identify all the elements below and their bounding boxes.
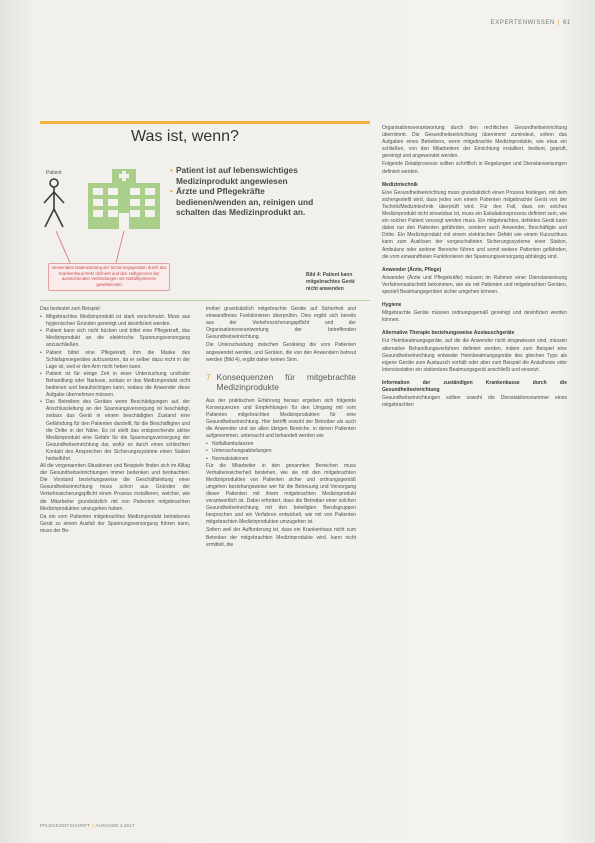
list-item	[206, 441, 356, 448]
paragraph: Gesundheitseinrichtungen sollten sowohl die Dienstaktionsnummer eines mitgebrachten	[382, 395, 567, 409]
header-page-number: 61	[563, 20, 571, 26]
paragraph: Organisationsverantwortung durch den rechtlichen Gesundheitseinrichtung übernimmt. Die Gesundheitseinrichtung übernimmt zumindest, sofern das Aufgaben eines Betreibers, wenn mitgebrachte Medizinprodukte, wie etwa ein schließen, von den Mitarbeitern der Einrichtung installiert, bedient, geprüft, gereinigt und angewendet werden.	[382, 125, 567, 160]
list-item	[40, 350, 190, 371]
bullet-dot-icon: •	[40, 399, 42, 406]
list-item	[40, 328, 190, 349]
subheading: Alternative Therapie beziehungsweise Austauschgeräte	[382, 330, 515, 337]
list-item-text: Mitgebrachtes Medizinprodukt ist stark verschmutzt. Muss aus hygienischen Gründen gereinigt und desinfiziert werden.	[46, 314, 190, 328]
bullet-dot-icon: •	[40, 349, 42, 356]
paragraph: Für die Mitarbeiter in den genannten Bereichen muss Verhaltenssicherheit bestehen, wie sie mit den mitgebrachten Medizinprodukten von Patienten sicher und ordnungsgemäß umgehen beziehungsweise wer für die Betreuung und Versorgung dieser Patienten mit ihrem mitgebrachten Medizinprodukt verantwortlich ist. Dabei erfordert, dass die Betreiber einer solchen Gesundheitseinrichtung mit den beteiligten Berufsgruppen besprochen und ein Verfahren entwickelt, wie mit von Patienten mitgebrachten Medizinprodukten umzugehen ist.	[206, 462, 356, 526]
section-heading	[206, 372, 356, 392]
box-bullet: • Ärzte und Pflegekräfte bedienen/wenden an, reinigen und schalten das Medizinprodukt an.	[170, 186, 314, 218]
subheading: Hygiene	[382, 302, 402, 309]
list-item-text: Notfallambulanzen	[212, 441, 254, 448]
figure-caption: Bild 4: Patient kann mitgebrachtes Gerät nicht anwenden	[306, 272, 355, 292]
list-item	[40, 314, 190, 328]
bullet-dot-icon: •	[206, 441, 208, 448]
list-item-text: Patient bittet eine Pflegekraft, ihm die Maske des Schlafapnoegerätes aufzusetzen, da er selber dazu nicht in der Lage ist, weil er den Arm nicht heben kann.	[46, 349, 190, 370]
list-item-text: Normalstationen	[212, 455, 249, 462]
warning-note: Verwendete Datenwartung der Sicherungsgeräten durch das Krankenhaus-Netz definiert und den Haftgrenzen der ausreichenden Verbindungen mit Notfallsystemen gewährleistet	[48, 263, 170, 291]
list-item	[206, 456, 356, 463]
list-item-text: Patient ist für einige Zeit in einer Untersuchung und/oder Behandlung oder Narkose, sodass er das Medizinprodukt nicht bedienen und beaufsichtigen kann, sodass die Anwender diese Aufgabe übernehmen müssen.	[46, 370, 190, 399]
paragraph: Mitgebrachte Geräte müssen ordnungsgemäß gereinigt und desinfiziert werden können.	[382, 310, 567, 324]
bullet-dot-icon: •	[40, 328, 42, 335]
column-middle	[206, 306, 356, 550]
box-bottom-rule	[40, 300, 370, 301]
list-item-text: Das Betreiben des Gerätes wenn Beschädigungen auf, der Anschlussleitung an der Spannungsversorgung ist beschädigt, sodass das Gerät in einem beschädigten Zustand eine Gefährdung für den Patienten darstellt, für die Beschäftigten und die Dritte in der Nähe. Es ist stellt das entsprechende aktive Medizinprodukt eine Gefahr für die Spannungsversorgung der Gesundheitseinrichtung dar, wofür es durch einen schlechten Kontakt des Ansprechen der Sicherungssysteme einen Station herbeiführt.	[46, 399, 190, 462]
paragraph: Eine Gesundheitseinrichtung muss grundsätzlich einen Prozess festlegen, mit dem sichergestellt wird, dass jedes von einem Patienten mitgebrachte Gerät von der Technik/Medizintechnik überprüft wird. Für den Fall, dass ein solches Medizinprodukt nicht einsetzbar ist, muss ein Eskalationsprozess definiert sein, wie ein solcher Patient versorgt werden muss. Ein mitgebrachtes, defektes Gerät kann dabei nur den Patienten gefährden, sondern auch Anwender, Beschäftigte und Dritte. Ein Medizinprodukt mit einem elektrischen Defekt wie einem Kurzschluss kann zum Auslösen der vorgeschalteten Sicherungssysteme einer Station, Ambulanz oder anderer Bereiche führen und somit weitere Patienten gefährden, die vom einwandfreien Funktionieren der Spannungsversorgung abhängig sind.	[382, 189, 567, 260]
paragraph: Das bedeutet zum Beispiel:	[40, 306, 101, 312]
paragraph: Sofern weil der Aufforderung ist, dass ein Krankenhaus nicht zum Betreiber der mitgebrachten Medizinprodukte wird, kann nicht ermittelt, die	[206, 527, 356, 548]
subheading: Anwender (Ärzte, Pflege)	[382, 266, 442, 273]
patient-label: Patient	[46, 170, 62, 176]
footer-journal: PFLEGEZEITSCHRIFT	[40, 824, 91, 829]
paragraph: treiber grundsätzlich mitgebrachte Geräte auf Sicherheit und einwandfreies Funktionieren überprüfen. Dies ergibt sich bereits aus der Verkehrssicherungspflicht und der Organisationsverantwortung der betreffenden Gesundheitseinrichtung.	[206, 306, 356, 341]
list-item	[206, 448, 356, 455]
hospital-icon	[86, 167, 162, 229]
list-item-text: Patient kann sich nicht bücken und bittet eine Pflegekraft, das Medizinprodukt an die elektrische Spannungsversorgung anzuschließen.	[46, 328, 190, 349]
list-item	[40, 371, 190, 399]
patient-figure-icon	[42, 177, 66, 229]
footer-issue: AUSGABE 4.2017	[95, 824, 135, 829]
subheading: Information der zuständigen Krankenkasse durch die Gesundheitseinrichtung	[382, 379, 567, 393]
bullet-dot-icon: •	[206, 448, 208, 455]
bullet-dot-icon: •	[40, 314, 42, 321]
paragraph: Die Unterscheidung zwischen Gerätelog die vom Patienten angewendet werden, und Geräten, die von den Anwendern betreut werden (Bild 4), ergibt daher keinen Sinn.	[206, 342, 356, 363]
paragraph: Folgende Detailprozesse sollten schriftlich in Regelungen und Dienstanweisungen definiert werden.	[382, 161, 567, 175]
column-left	[40, 306, 190, 536]
box-bullet-list	[170, 165, 330, 218]
bullet-dot-icon: •	[170, 165, 173, 175]
section-title: Konsequenzen für mitgebrachte Medizinprodukte	[216, 371, 356, 392]
list-item-text: Untersuchungsabteilungen	[212, 448, 272, 455]
paragraph: Für Heimbeatmungsgeräte, auf die die Anwender nicht eingewiesen sind, müssen alternative Behandlungsverfahren definiert werden, indem zum Beispiel eine Gesundheitseinrichtung entweder Heimbeatmungsgeräte des gleichen Typs als eigene Geräte zum Austausch vorhält oder aber zum Beispiel die Anästhesie oder Intensivstation ein stationäres Beatmungsgerät anschließt und einsetzt.	[382, 338, 567, 373]
box-bullet: • Patient ist auf lebenswichtiges Medizinprodukt angewiesen	[170, 165, 298, 186]
box-title: Was ist, wenn?	[131, 128, 239, 145]
header-separator: |	[557, 20, 561, 26]
footer-separator: |	[92, 824, 94, 829]
running-header	[491, 20, 571, 26]
bullet-dot-icon: •	[40, 370, 42, 377]
subheading: Medizintechnik	[382, 181, 418, 188]
connector-arrows	[52, 229, 172, 265]
section-number: 7	[206, 371, 211, 382]
bullet-dot-icon: •	[170, 186, 173, 197]
bullet-dot-icon: •	[206, 455, 208, 462]
header-section: EXPERTENWISSEN	[490, 20, 555, 26]
list-item	[40, 399, 190, 463]
paragraph: Da ein vom Patienten mitgebrachtes Medizinprodukt betriebenes Gerät zu einem Ausfall der Spannungsversorgung führen kann, muss der Be-	[40, 513, 190, 534]
paragraph: Aus der praktischen Erfahrung heraus ergeben sich folgende Konsequenzen und Empfehlungen für den Umgang mit vom Patienten mitgebrachten Medizinprodukten für eine Gesundheitseinrichtung. Hier betrifft sowohl der Betreiber als auch die Anwender und sie allen übrigen Bereiche, in denen Patienten aufgenommen, untersucht und behandelt werden wie	[206, 397, 356, 440]
page-footer	[40, 824, 135, 829]
box-top-rule	[40, 121, 370, 124]
column-right	[382, 125, 567, 410]
paragraph: Anwender (Ärzte und Pflegekräfte) müssen im Rahmen einer Dienstanweisung Verfahrensabschnitt bekommen, wie sie mit Patienten und mitgebrachten Geräten, speziell Beatmungsgeräten sicher umgehen können.	[382, 274, 567, 295]
paragraph: All die vorgenannten Situationen und Beispiele finden sich im Alltag der Gesundheitseinrichtungen immer bedenken und beobachten. Die Vorstand beziehungsweise die Geschäftsleitung einer Gesundheitseinrichtung muss schon aus Gründen der Verkehrssicherungspflicht einen Prozess installieren, welcher, wie die Mitarbeiter grundsätzlich mit von Patienten mitgebrachten Medizinprodukten umzugehen haben.	[40, 463, 190, 512]
